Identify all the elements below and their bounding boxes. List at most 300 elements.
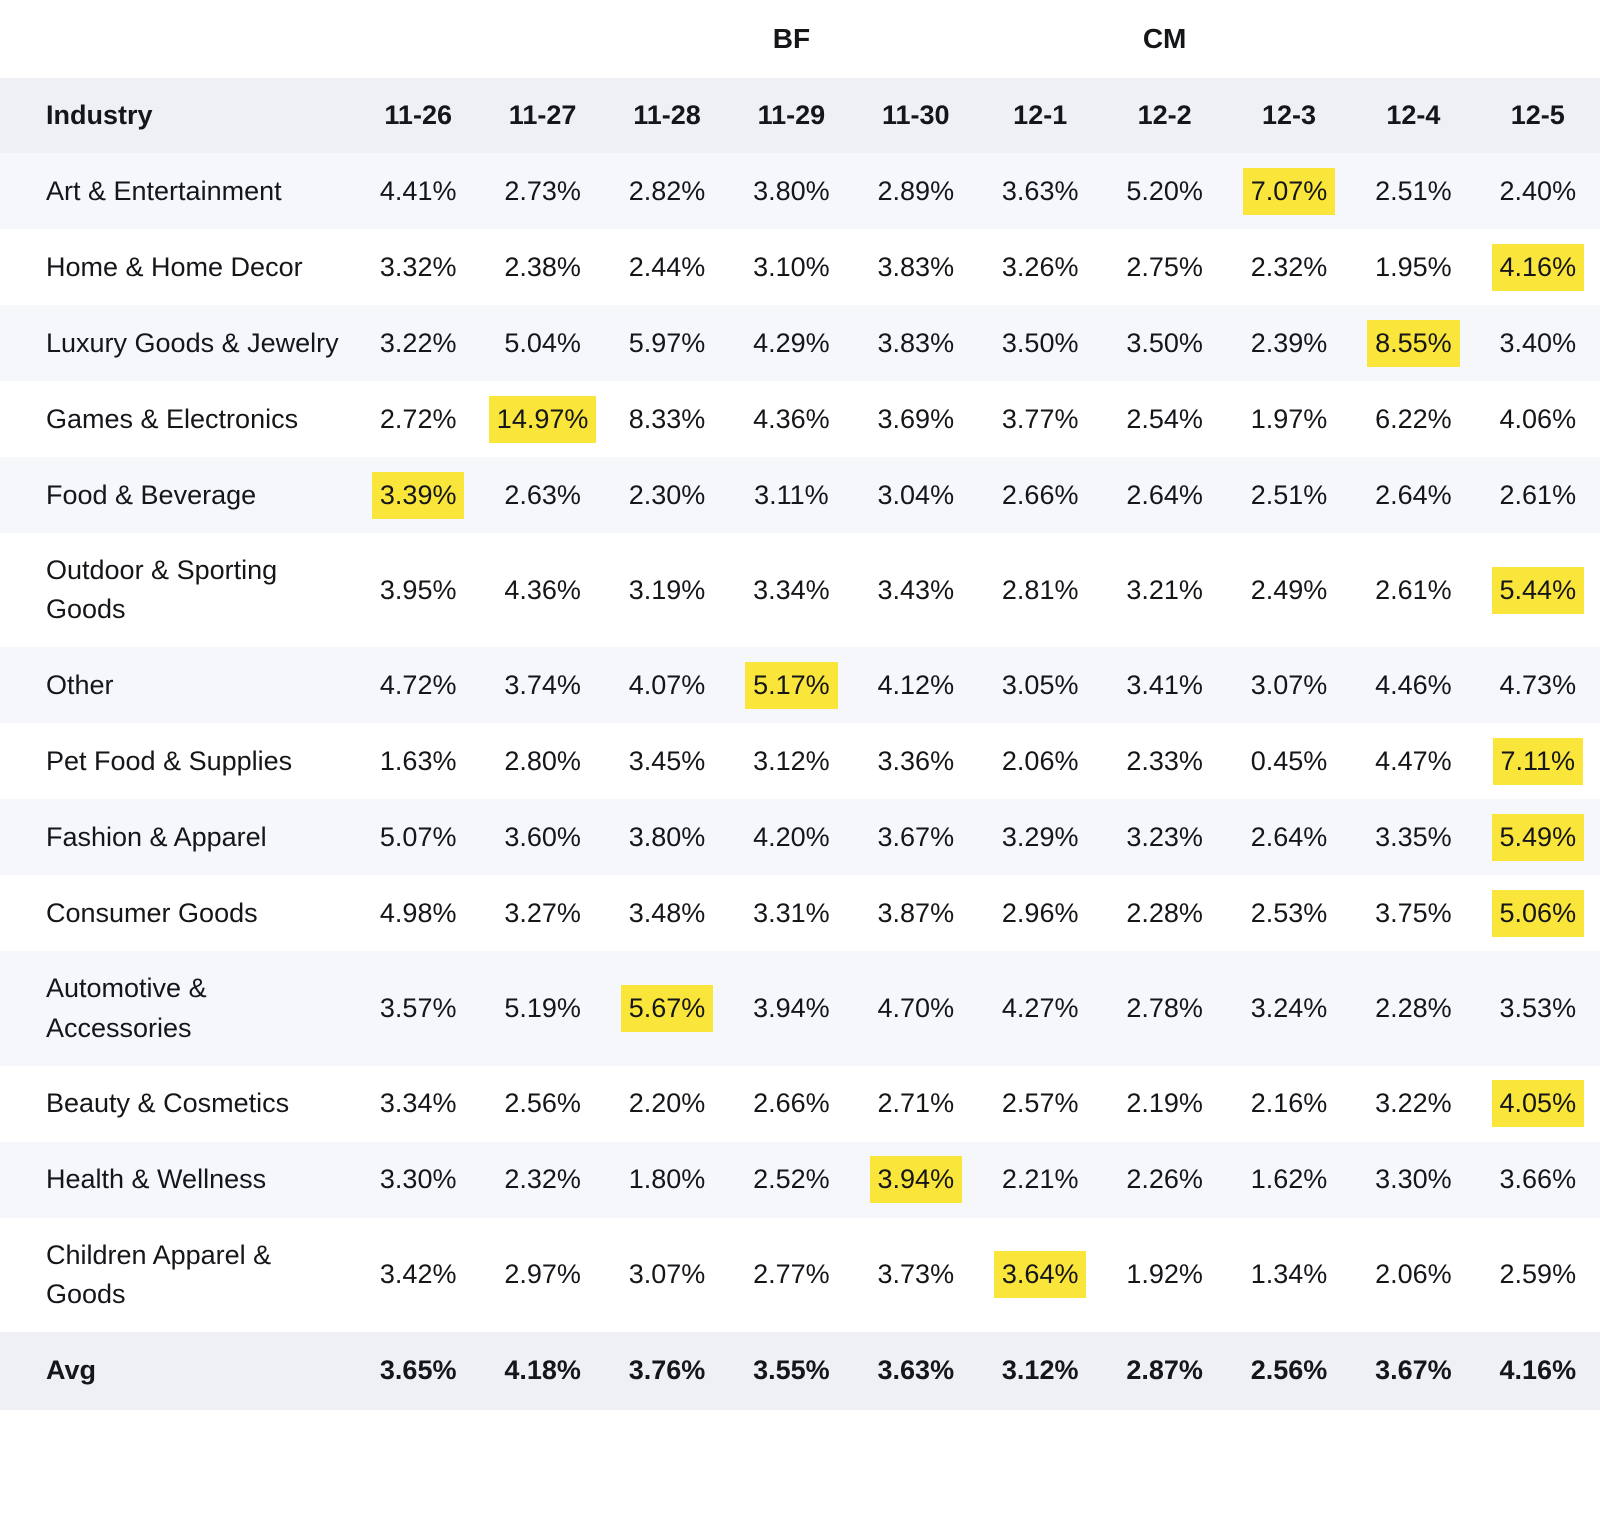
value-text: 2.63%	[504, 479, 581, 510]
value-cell	[605, 1152, 729, 1207]
table-row	[0, 799, 1600, 875]
value-cell	[480, 734, 604, 789]
value-text: 2.64%	[1126, 479, 1203, 510]
value-cell	[854, 1247, 978, 1302]
value-text: 5.97%	[628, 327, 706, 358]
value-text: 2.61%	[1499, 479, 1577, 510]
value-cell	[1102, 810, 1226, 865]
value-cell	[1476, 658, 1600, 713]
value-cell	[854, 392, 978, 447]
value-cell	[1102, 981, 1226, 1036]
value-text: 3.36%	[877, 745, 955, 776]
value-cell	[605, 164, 729, 219]
value-cell	[978, 1247, 1102, 1302]
industry-cell: Food & Beverage	[46, 479, 257, 510]
value-text: 2.59%	[1499, 1259, 1577, 1290]
value-cell	[1102, 240, 1226, 295]
industry-cell: Outdoor & Sporting Goods	[46, 555, 278, 625]
value-text: 2.51%	[1250, 479, 1328, 510]
highlighted-value: 5.67%	[621, 985, 714, 1032]
value-text: 1.62%	[1250, 1164, 1328, 1195]
value-cell	[729, 240, 853, 295]
value-cell	[854, 981, 978, 1036]
value-text: 3.05%	[1001, 669, 1079, 700]
avg-value-cell: 3.55%	[753, 1355, 830, 1386]
value-cell	[854, 1152, 978, 1207]
avg-value-cell: 3.67%	[1375, 1355, 1452, 1386]
value-text: 3.07%	[1250, 669, 1328, 700]
value-cell	[729, 1152, 853, 1207]
value-cell	[1102, 1076, 1226, 1131]
value-cell	[1227, 468, 1351, 523]
date-column-header: 12-2	[1137, 100, 1192, 131]
value-text: 3.87%	[877, 897, 955, 928]
highlighted-value: 5.06%	[1492, 890, 1585, 937]
value-text: 2.64%	[1250, 821, 1328, 852]
value-text: 4.36%	[504, 574, 581, 605]
value-cell	[1476, 1076, 1600, 1131]
value-text: 3.50%	[1001, 327, 1079, 358]
value-text: 2.71%	[877, 1088, 955, 1119]
value-text: 3.77%	[1001, 403, 1079, 434]
value-text: 2.26%	[1126, 1164, 1203, 1195]
value-text: 3.29%	[1001, 821, 1079, 852]
value-cell	[1102, 563, 1226, 618]
value-cell	[480, 1152, 604, 1207]
value-cell	[1102, 316, 1226, 371]
value-text: 3.67%	[877, 821, 955, 852]
value-text: 2.81%	[1001, 574, 1079, 605]
value-cell	[978, 810, 1102, 865]
value-text: 4.36%	[753, 403, 830, 434]
value-cell	[356, 563, 480, 618]
industry-cell: Health & Wellness	[46, 1164, 267, 1195]
value-text: 3.83%	[877, 327, 955, 358]
value-cell	[605, 981, 729, 1036]
value-cell	[1476, 164, 1600, 219]
value-cell	[1102, 886, 1226, 941]
value-cell	[1351, 1247, 1475, 1302]
cm-label: CM	[1142, 23, 1187, 54]
value-cell	[978, 468, 1102, 523]
value-cell	[605, 1247, 729, 1302]
value-text: 3.23%	[1126, 821, 1203, 852]
value-cell	[1102, 392, 1226, 447]
value-cell	[1351, 164, 1475, 219]
value-text: 4.73%	[1499, 669, 1577, 700]
value-text: 4.70%	[877, 993, 955, 1024]
value-cell	[1102, 164, 1226, 219]
table-body	[0, 153, 1600, 1332]
date-column-header: 11-28	[633, 100, 701, 131]
value-text: 4.47%	[1375, 745, 1452, 776]
industry-cell: Fashion & Apparel	[46, 821, 267, 852]
avg-value-cell: 2.56%	[1250, 1355, 1328, 1386]
value-cell	[729, 468, 853, 523]
value-text: 2.77%	[753, 1259, 830, 1290]
value-cell	[978, 563, 1102, 618]
value-text: 3.80%	[753, 175, 830, 206]
value-text: 2.97%	[504, 1259, 581, 1290]
value-cell	[1476, 563, 1600, 618]
value-text: 3.04%	[877, 479, 955, 510]
value-cell	[1476, 392, 1600, 447]
date-column-header: 11-30	[882, 100, 950, 131]
value-text: 3.34%	[379, 1088, 457, 1119]
value-text: 4.41%	[379, 175, 457, 206]
value-text: 4.12%	[877, 669, 955, 700]
value-cell	[729, 392, 853, 447]
value-text: 2.56%	[504, 1088, 581, 1119]
value-cell	[978, 392, 1102, 447]
value-text: 2.33%	[1126, 745, 1203, 776]
value-cell	[1476, 810, 1600, 865]
value-text: 3.50%	[1126, 327, 1203, 358]
value-cell	[978, 240, 1102, 295]
value-text: 3.75%	[1375, 897, 1452, 928]
value-cell	[854, 164, 978, 219]
value-cell	[729, 886, 853, 941]
value-cell	[480, 1247, 604, 1302]
value-text: 3.32%	[379, 251, 457, 282]
value-cell	[1227, 1152, 1351, 1207]
value-cell	[1227, 392, 1351, 447]
value-text: 2.21%	[1001, 1164, 1079, 1195]
value-cell	[605, 658, 729, 713]
value-text: 2.78%	[1126, 993, 1203, 1024]
value-cell	[854, 658, 978, 713]
value-text: 3.07%	[628, 1259, 706, 1290]
table-row	[0, 951, 1600, 1065]
value-cell	[1476, 1247, 1600, 1302]
value-cell	[1227, 734, 1351, 789]
date-column-header: 11-27	[508, 100, 577, 131]
value-text: 2.32%	[504, 1164, 581, 1195]
value-cell	[729, 563, 853, 618]
highlighted-value: 4.05%	[1492, 1080, 1585, 1127]
value-cell	[729, 810, 853, 865]
value-text: 4.20%	[753, 821, 830, 852]
value-cell	[480, 316, 604, 371]
value-cell	[605, 392, 729, 447]
value-cell	[1227, 563, 1351, 618]
value-cell	[356, 316, 480, 371]
value-text: 2.61%	[1375, 574, 1452, 605]
value-cell	[1227, 981, 1351, 1036]
highlighted-value: 4.16%	[1492, 244, 1585, 291]
value-cell	[605, 468, 729, 523]
value-text: 3.30%	[379, 1164, 457, 1195]
value-text: 1.92%	[1126, 1259, 1203, 1290]
value-cell	[854, 468, 978, 523]
value-text: 3.63%	[1001, 175, 1079, 206]
value-cell	[356, 886, 480, 941]
highlighted-value: 8.55%	[1367, 320, 1460, 367]
value-cell	[356, 1076, 480, 1131]
avg-value-cell: 4.18%	[504, 1355, 581, 1386]
value-text: 2.20%	[628, 1088, 706, 1119]
value-text: 3.48%	[628, 897, 706, 928]
table-row	[0, 457, 1600, 533]
value-cell	[1351, 240, 1475, 295]
value-cell	[605, 240, 729, 295]
value-text: 3.40%	[1499, 327, 1577, 358]
date-column-header: 11-26	[384, 100, 452, 131]
value-cell	[1476, 240, 1600, 295]
value-text: 3.69%	[877, 403, 955, 434]
table-header-row	[0, 78, 1600, 153]
industry-cell: Consumer Goods	[46, 897, 258, 928]
value-text: 3.35%	[1375, 821, 1452, 852]
value-text: 2.57%	[1001, 1088, 1079, 1119]
value-cell	[1102, 468, 1226, 523]
value-text: 2.96%	[1001, 897, 1079, 928]
value-text: 2.39%	[1250, 327, 1328, 358]
value-text: 5.04%	[504, 327, 581, 358]
industry-cell: Art & Entertainment	[46, 175, 282, 206]
value-text: 4.72%	[379, 669, 457, 700]
value-cell	[1351, 1152, 1475, 1207]
value-cell	[729, 164, 853, 219]
value-text: 2.80%	[504, 745, 581, 776]
value-text: 2.52%	[753, 1164, 830, 1195]
value-text: 1.80%	[628, 1164, 706, 1195]
value-text: 2.16%	[1250, 1088, 1328, 1119]
date-column-header: 12-5	[1510, 100, 1565, 131]
table-row	[0, 1066, 1600, 1142]
value-text: 1.97%	[1250, 403, 1328, 434]
value-cell	[1227, 658, 1351, 713]
value-cell	[729, 1076, 853, 1131]
value-text: 1.63%	[379, 745, 457, 776]
avg-value-cell: 2.87%	[1126, 1355, 1203, 1386]
avg-row	[0, 1332, 1600, 1410]
value-cell	[1102, 1247, 1226, 1302]
value-cell	[854, 886, 978, 941]
value-text: 2.28%	[1375, 993, 1452, 1024]
value-text: 3.60%	[504, 821, 581, 852]
value-text: 3.34%	[753, 574, 830, 605]
value-cell	[1476, 886, 1600, 941]
value-cell	[1227, 240, 1351, 295]
table-row	[0, 1142, 1600, 1218]
industry-cell: Children Apparel & Goods	[46, 1239, 272, 1309]
value-cell	[480, 240, 604, 295]
highlighted-value: 5.17%	[745, 662, 838, 709]
value-cell	[1102, 658, 1226, 713]
value-text: 4.07%	[628, 669, 706, 700]
value-cell	[978, 316, 1102, 371]
value-text: 5.20%	[1126, 175, 1203, 206]
event-label-row	[0, 0, 1600, 78]
table-row	[0, 1218, 1600, 1332]
value-text: 2.54%	[1126, 403, 1203, 434]
value-text: 4.27%	[1001, 993, 1079, 1024]
highlighted-value: 14.97%	[489, 396, 597, 443]
value-cell	[1476, 468, 1600, 523]
value-cell	[729, 658, 853, 713]
value-cell	[605, 1076, 729, 1131]
value-text: 2.53%	[1250, 897, 1328, 928]
value-cell	[978, 1076, 1102, 1131]
value-cell	[1351, 658, 1475, 713]
value-text: 2.38%	[504, 251, 581, 282]
value-text: 3.21%	[1126, 574, 1203, 605]
value-cell	[605, 563, 729, 618]
value-text: 3.12%	[753, 745, 830, 776]
value-cell	[356, 164, 480, 219]
highlighted-value: 7.11%	[1493, 738, 1584, 785]
value-cell	[1351, 886, 1475, 941]
value-cell	[605, 316, 729, 371]
value-cell	[1476, 981, 1600, 1036]
value-cell	[356, 1247, 480, 1302]
value-text: 3.74%	[504, 669, 581, 700]
value-cell	[1351, 563, 1475, 618]
value-cell	[1227, 316, 1351, 371]
value-text: 2.44%	[628, 251, 706, 282]
value-cell	[1351, 981, 1475, 1036]
value-cell	[1102, 734, 1226, 789]
industry-column-header: Industry	[46, 100, 153, 130]
value-text: 5.07%	[379, 821, 457, 852]
highlighted-value: 5.44%	[1492, 567, 1585, 614]
value-cell	[480, 563, 604, 618]
date-column-header: 11-29	[757, 100, 826, 131]
value-text: 3.30%	[1375, 1164, 1452, 1195]
value-cell	[1227, 810, 1351, 865]
table-row	[0, 153, 1600, 229]
highlighted-value: 7.07%	[1243, 168, 1336, 215]
value-cell	[356, 392, 480, 447]
value-cell	[729, 981, 853, 1036]
value-text: 3.80%	[628, 821, 706, 852]
value-cell	[1227, 886, 1351, 941]
value-text: 0.45%	[1250, 745, 1328, 776]
value-cell	[480, 810, 604, 865]
value-cell	[356, 468, 480, 523]
value-text: 2.49%	[1250, 574, 1328, 605]
value-cell	[605, 734, 729, 789]
value-cell	[854, 810, 978, 865]
value-text: 2.40%	[1499, 175, 1577, 206]
value-cell	[978, 886, 1102, 941]
value-text: 3.42%	[379, 1259, 457, 1290]
value-cell	[1102, 1152, 1226, 1207]
avg-value-cell: 3.65%	[379, 1355, 457, 1386]
value-cell	[1476, 316, 1600, 371]
value-cell	[480, 981, 604, 1036]
value-text: 3.57%	[379, 993, 457, 1024]
value-text: 3.83%	[877, 251, 955, 282]
industry-cell: Automotive & Accessories	[46, 973, 207, 1043]
industry-cell: Other	[46, 669, 114, 700]
avg-value-cell: 4.16%	[1499, 1355, 1577, 1386]
value-cell	[1351, 468, 1475, 523]
value-text: 6.22%	[1375, 403, 1452, 434]
value-text: 2.66%	[753, 1088, 830, 1119]
value-text: 3.94%	[753, 993, 830, 1024]
value-text: 3.95%	[379, 574, 457, 605]
value-text: 2.06%	[1375, 1259, 1452, 1290]
value-text: 2.82%	[628, 175, 706, 206]
value-text: 3.26%	[1001, 251, 1079, 282]
value-cell	[1227, 1247, 1351, 1302]
value-cell	[1476, 734, 1600, 789]
avg-value-cell: 3.63%	[877, 1355, 955, 1386]
value-text: 1.95%	[1375, 251, 1452, 282]
value-cell	[480, 1076, 604, 1131]
value-cell	[1476, 1152, 1600, 1207]
value-cell	[605, 810, 729, 865]
value-text: 4.29%	[753, 327, 830, 358]
value-cell	[729, 316, 853, 371]
value-cell	[480, 658, 604, 713]
value-text: 2.28%	[1126, 897, 1203, 928]
avg-value-cell: 3.12%	[1001, 1355, 1079, 1386]
value-cell	[605, 886, 729, 941]
value-text: 3.10%	[753, 251, 830, 282]
value-text: 2.19%	[1126, 1088, 1203, 1119]
value-cell	[1351, 810, 1475, 865]
table-row	[0, 533, 1600, 647]
value-text: 2.73%	[504, 175, 581, 206]
value-cell	[729, 1247, 853, 1302]
value-cell	[1351, 392, 1475, 447]
industry-cell: Beauty & Cosmetics	[46, 1088, 290, 1119]
industry-cell: Games & Electronics	[46, 403, 299, 434]
value-cell	[978, 658, 1102, 713]
value-text: 4.46%	[1375, 669, 1452, 700]
value-cell	[978, 1152, 1102, 1207]
highlighted-value: 3.64%	[994, 1251, 1087, 1298]
value-cell	[480, 392, 604, 447]
value-text: 3.24%	[1250, 993, 1328, 1024]
value-cell	[978, 981, 1102, 1036]
value-cell	[480, 164, 604, 219]
value-cell	[978, 734, 1102, 789]
value-text: 3.43%	[877, 574, 955, 605]
value-cell	[978, 164, 1102, 219]
value-cell	[1227, 164, 1351, 219]
value-text: 5.19%	[504, 993, 581, 1024]
bf-label: BF	[772, 23, 811, 54]
industry-cell: Home & Home Decor	[46, 251, 303, 282]
value-text: 2.89%	[877, 175, 955, 206]
value-text: 3.22%	[379, 327, 457, 358]
highlighted-value: 5.49%	[1492, 814, 1585, 861]
value-cell	[854, 734, 978, 789]
value-text: 2.30%	[628, 479, 706, 510]
value-text: 3.73%	[877, 1259, 955, 1290]
value-text: 2.72%	[379, 403, 457, 434]
value-text: 3.19%	[628, 574, 706, 605]
table-row	[0, 381, 1600, 457]
table-row	[0, 875, 1600, 951]
value-text: 2.75%	[1126, 251, 1203, 282]
value-text: 3.22%	[1375, 1088, 1452, 1119]
highlighted-value: 3.94%	[870, 1156, 963, 1203]
value-text: 8.33%	[628, 403, 706, 434]
table-row	[0, 305, 1600, 381]
highlighted-value: 3.39%	[372, 472, 465, 519]
value-cell	[854, 563, 978, 618]
value-cell	[1351, 734, 1475, 789]
industry-cell: Pet Food & Supplies	[46, 745, 293, 776]
table-row	[0, 723, 1600, 799]
value-text: 2.64%	[1375, 479, 1452, 510]
value-text: 3.41%	[1126, 669, 1203, 700]
